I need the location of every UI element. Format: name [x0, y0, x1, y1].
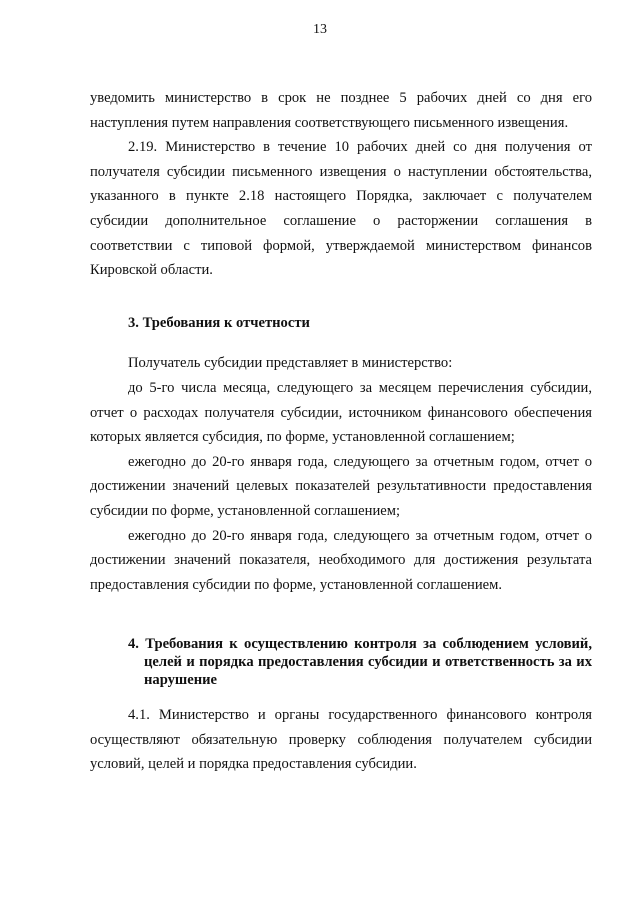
section-4-heading: 4. Требования к осуществлению контроля за соблюдением условий, целей и порядка предоставления субсидии и ответственность за их нарушение: [128, 636, 592, 689]
document-body: [90, 86, 592, 777]
paragraph-2-19: 2.19. Министерство в течение 10 рабочих дней со дня получения от получателя субсидии письменного извещения о наступлении обстоятельства, указанного в пункте 2.18 настоящего Порядка, заключает с получателем субсидии дополнительное соглашение о расторжении соглашения в соответствии с типовой формой, утверждаемой министерством финансов Кировской области.: [90, 139, 592, 279]
section-3-item-annual-result-report: ежегодно до 20-го января года, следующего за отчетным годом, отчет о достижении значений показателя, необходимого для достижения результата предоставления субсидии по форме, установленной соглашением.: [90, 527, 592, 593]
section-3-heading: 3. Требования к отчетности: [128, 314, 310, 331]
section-3-item-annual-performance-report: ежегодно до 20-го января года, следующего за отчетным годом, отчет о достижении значений целевых показателей результативности предоставления субсидии по форме, установленной соглашением;: [90, 453, 592, 519]
section-3-item-monthly-report: до 5-го числа месяца, следующего за месяцем перечисления субсидии, отчет о расходах получателя субсидии, источником финансового обеспечения которых является субсидия, по форме, установленной соглашением;: [90, 379, 592, 446]
page-number: 13: [313, 22, 327, 37]
paragraph-continuation: уведомить министерство в срок не позднее 5 рабочих дней со дня его наступления путем направления соответствующего письменного извещения.: [90, 90, 592, 131]
section-3-intro: Получатель субсидии представляет в министерство:: [128, 355, 453, 372]
paragraph-4-1: 4.1. Министерство и органы государственного финансового контроля осуществляют обязательную проверку соблюдения получателем субсидии условий, целей и порядка предоставления субсидии.: [90, 707, 592, 773]
